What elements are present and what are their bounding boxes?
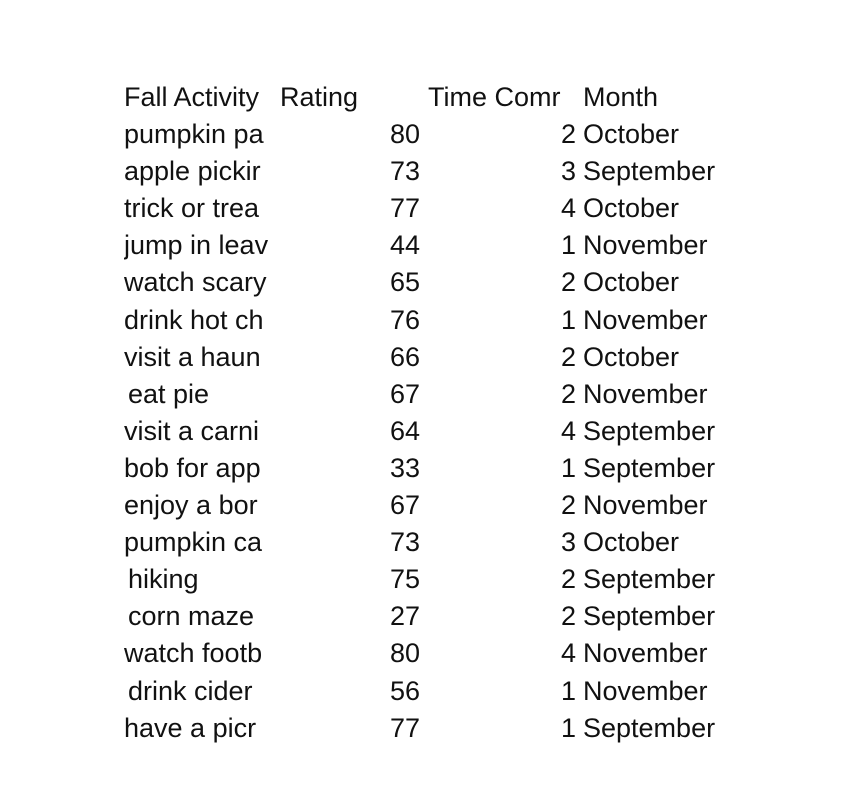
activity-cell[interactable]: have a picr <box>124 712 257 743</box>
month-cell[interactable]: September <box>583 452 716 483</box>
table-row <box>0 227 844 264</box>
month-cell[interactable]: October <box>583 267 680 298</box>
table-row <box>0 190 844 227</box>
activity-cell[interactable]: bob for app <box>124 452 261 483</box>
table-row <box>0 450 844 487</box>
time-commitment-cell[interactable]: 1 <box>560 712 576 743</box>
month-cell[interactable]: November <box>583 230 708 261</box>
month-cell[interactable]: November <box>583 638 708 669</box>
table-row <box>0 524 844 561</box>
rating-cell[interactable]: 75 <box>389 564 420 595</box>
table-row <box>0 413 844 450</box>
time-commitment-cell[interactable]: 1 <box>560 230 576 261</box>
activity-cell[interactable]: drink hot ch <box>124 304 264 335</box>
table-row <box>0 487 844 524</box>
spreadsheet-table <box>0 79 844 747</box>
rating-cell[interactable]: 73 <box>389 527 420 558</box>
time-commitment-cell[interactable]: 2 <box>560 267 576 298</box>
rating-cell[interactable]: 80 <box>389 119 420 150</box>
table-row <box>0 561 844 598</box>
activity-cell[interactable]: drink cider <box>128 675 253 706</box>
header-cell-fall-activity[interactable]: Fall Activity <box>124 82 260 112</box>
header-cell-month[interactable]: Month <box>583 82 659 112</box>
rating-cell[interactable]: 44 <box>389 230 420 261</box>
activity-cell[interactable]: visit a carni <box>124 415 260 446</box>
time-commitment-cell[interactable]: 4 <box>560 415 576 446</box>
table-row <box>0 710 844 747</box>
activity-cell[interactable]: hiking <box>128 564 199 595</box>
time-commitment-cell[interactable]: 4 <box>560 193 576 224</box>
table-row <box>0 598 844 635</box>
activity-cell[interactable]: pumpkin ca <box>124 527 263 558</box>
table-row <box>0 116 844 153</box>
time-commitment-cell[interactable]: 2 <box>560 378 576 409</box>
activity-cell[interactable]: eat pie <box>128 378 210 409</box>
rating-cell[interactable]: 77 <box>389 193 420 224</box>
month-cell[interactable]: September <box>583 712 716 743</box>
month-cell[interactable]: October <box>583 341 680 372</box>
month-cell[interactable]: November <box>583 304 708 335</box>
rating-cell[interactable]: 76 <box>389 304 420 335</box>
header-row <box>0 79 844 116</box>
time-commitment-cell[interactable]: 4 <box>560 638 576 669</box>
activity-cell[interactable]: watch footb <box>124 638 263 669</box>
activity-cell[interactable]: enjoy a bor <box>124 490 258 521</box>
month-cell[interactable]: November <box>583 490 708 521</box>
month-cell[interactable]: November <box>583 675 708 706</box>
table-row <box>0 376 844 413</box>
rating-cell[interactable]: 77 <box>389 712 420 743</box>
activity-cell[interactable]: jump in leav <box>124 230 269 261</box>
time-commitment-cell[interactable]: 2 <box>560 601 576 632</box>
month-cell[interactable]: October <box>583 193 680 224</box>
rating-cell[interactable]: 80 <box>389 638 420 669</box>
time-commitment-cell[interactable]: 1 <box>560 304 576 335</box>
header-cell-rating[interactable]: Rating <box>280 82 359 112</box>
table-row <box>0 339 844 376</box>
rating-cell[interactable]: 66 <box>389 341 420 372</box>
activity-cell[interactable]: apple pickir <box>124 156 261 187</box>
activity-cell[interactable]: visit a haun <box>124 341 261 372</box>
rating-cell[interactable]: 67 <box>389 378 420 409</box>
time-commitment-cell[interactable]: 2 <box>560 564 576 595</box>
rating-cell[interactable]: 65 <box>389 267 420 298</box>
rating-cell[interactable]: 56 <box>389 675 420 706</box>
month-cell[interactable]: October <box>583 527 680 558</box>
time-commitment-cell[interactable]: 2 <box>560 490 576 521</box>
time-commitment-cell[interactable]: 3 <box>560 156 576 187</box>
rating-cell[interactable]: 27 <box>389 601 420 632</box>
table-body <box>0 116 844 747</box>
month-cell[interactable]: September <box>583 601 716 632</box>
table-row <box>0 673 844 710</box>
time-commitment-cell[interactable]: 2 <box>560 119 576 150</box>
rating-cell[interactable]: 64 <box>389 415 420 446</box>
time-commitment-cell[interactable]: 1 <box>560 675 576 706</box>
time-commitment-cell[interactable]: 1 <box>560 452 576 483</box>
month-cell[interactable]: September <box>583 564 716 595</box>
activity-cell[interactable]: pumpkin pa <box>124 119 264 150</box>
activity-cell[interactable]: watch scary <box>124 267 267 298</box>
month-cell[interactable]: November <box>583 378 708 409</box>
rating-cell[interactable]: 73 <box>389 156 420 187</box>
rating-cell[interactable]: 67 <box>389 490 420 521</box>
activity-cell[interactable]: trick or trea <box>124 193 260 224</box>
table-row <box>0 153 844 190</box>
activity-cell[interactable]: corn maze <box>128 601 255 632</box>
month-cell[interactable]: September <box>583 156 716 187</box>
rating-cell[interactable]: 33 <box>389 452 420 483</box>
month-cell[interactable]: October <box>583 119 680 150</box>
table-row <box>0 302 844 339</box>
month-cell[interactable]: September <box>583 415 716 446</box>
header-cell-time-commitment[interactable]: Time Comr <box>428 82 561 112</box>
time-commitment-cell[interactable]: 2 <box>560 341 576 372</box>
time-commitment-cell[interactable]: 3 <box>560 527 576 558</box>
table-row <box>0 264 844 301</box>
table-row <box>0 635 844 672</box>
